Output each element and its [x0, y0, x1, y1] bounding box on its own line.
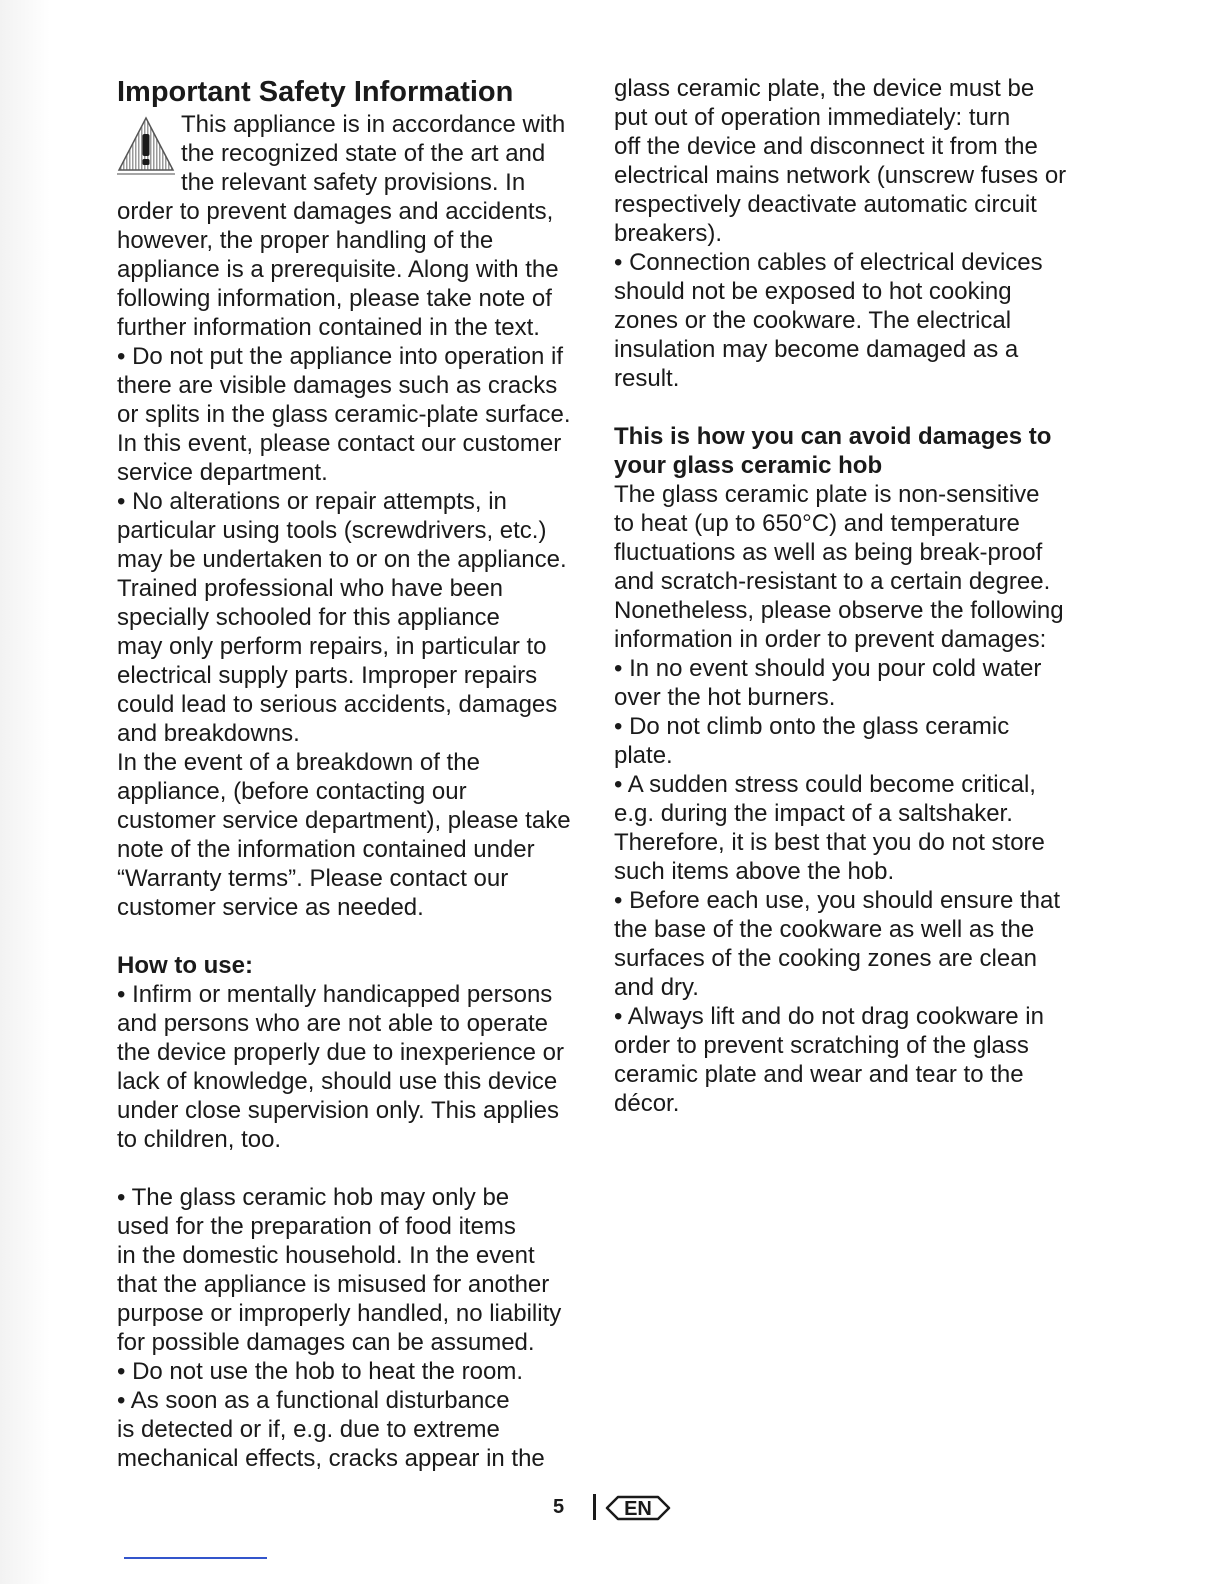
text-line: décor. [614, 1090, 680, 1117]
text-line: or splits in the glass ceramic-plate surface. [117, 401, 571, 428]
text-line: ceramic plate and wear and tear to the [614, 1061, 1024, 1088]
text-line: the base of the cookware as well as the [614, 916, 1035, 943]
text-line: • Always lift and do not drag cookware in [614, 1003, 1044, 1030]
text-line: service department. [117, 459, 328, 486]
text-line: zones or the cookware. The electrical [614, 307, 1012, 334]
text-line: under close supervision only. This applies [117, 1097, 560, 1124]
text-line: for possible damages can be assumed. [117, 1329, 535, 1356]
text-line: insulation may become damaged as a [614, 336, 1019, 363]
text-line: • Do not use the hob to heat the room. [117, 1358, 523, 1385]
text-line: “Warranty terms”. Please contact our [117, 865, 509, 892]
text-line: such items above the hob. [614, 858, 895, 885]
paragraph-gap [614, 393, 1084, 422]
language-code: EN [624, 1498, 652, 1520]
text-line: • Do not climb onto the glass ceramic [614, 713, 1010, 740]
text-line: information in order to prevent damages: [614, 626, 1047, 653]
text-line: Trained professional who have been [117, 575, 504, 602]
text-line: surfaces of the cooking zones are clean [614, 945, 1037, 972]
text-line: and breakdowns. [117, 720, 300, 747]
text-line: over the hot burners. [614, 684, 836, 711]
text-line: e.g. during the impact of a saltshaker. [614, 800, 1013, 827]
usage-rules-block [117, 1183, 587, 1473]
text-line: may be undertaken to or on the appliance. [117, 546, 567, 573]
text-line: is detected or if, e.g. due to extreme [117, 1416, 500, 1443]
text-line: • As soon as a functional disturbance [117, 1387, 510, 1414]
text-line: • No alterations or repair attempts, in [117, 488, 507, 515]
page-footer [0, 1494, 1224, 1524]
text-line: the device properly due to inexperience or [117, 1039, 564, 1066]
text-line: there are visible damages such as cracks [117, 372, 558, 399]
intro-line: the recognized state of the art and [181, 140, 546, 167]
paragraph-gap [117, 922, 587, 951]
text-line: electrical mains network (unscrew fuses or [614, 162, 1067, 189]
heading-line: your glass ceramic hob [614, 452, 883, 479]
text-line: Therefore, it is best that you do not store [614, 829, 1045, 856]
text-line: customer service as needed. [117, 894, 424, 921]
text-line: further information contained in the text. [117, 314, 540, 341]
text-line: appliance is a prerequisite. Along with the [117, 256, 559, 283]
text-line: specially schooled for this appliance [117, 604, 500, 631]
text-line: electrical supply parts. Improper repairs [117, 662, 538, 689]
text-line: In the event of a breakdown of the [117, 749, 480, 776]
text-line: • In no event should you pour cold water [614, 655, 1042, 682]
paragraph-gap [117, 1154, 587, 1183]
intro-paragraph [117, 110, 587, 197]
text-line: and dry. [614, 974, 699, 1001]
text-line: put out of operation immediately: turn [614, 104, 1011, 131]
text-line: • Before each use, you should ensure that [614, 887, 1061, 914]
page-number: 5 [553, 1496, 565, 1518]
text-line: purpose or improperly handled, no liability [117, 1300, 562, 1327]
scan-artifact-line [124, 1557, 267, 1559]
text-line: • Connection cables of electrical devices [614, 249, 1043, 276]
avoid-damages-block [614, 480, 1084, 1118]
intro-line: the relevant safety provisions. In [181, 169, 526, 196]
text-line: appliance, (before contacting our [117, 778, 467, 805]
intro-line: This appliance is in accordance with [181, 111, 566, 138]
text-line: off the device and disconnect it from the [614, 133, 1038, 160]
text-line: should not be exposed to hot cooking [614, 278, 1012, 305]
text-line: in the domestic household. In the event [117, 1242, 535, 1269]
text-line: mechanical effects, cracks appear in the [117, 1445, 545, 1472]
text-line: result. [614, 365, 680, 392]
avoid-damages-heading [614, 422, 1084, 480]
page-edge-shadow [0, 0, 50, 1584]
text-line: to children, too. [117, 1126, 282, 1153]
right-column [614, 74, 1084, 1118]
text-line: fluctuations as well as being break-proof [614, 539, 1043, 566]
text-line: plate. [614, 742, 673, 769]
heading-line: This is how you can avoid damages to [614, 423, 1052, 450]
text-line: that the appliance is misused for another [117, 1271, 550, 1298]
warning-triangle-icon [117, 116, 175, 176]
how-to-use-block [117, 980, 587, 1154]
how-to-use-heading: How to use: [117, 952, 253, 979]
language-badge-icon [604, 1494, 672, 1522]
text-line: Nonetheless, please observe the following [614, 597, 1064, 624]
text-line: The glass ceramic plate is non-sensitive [614, 481, 1040, 508]
text-line: used for the preparation of food items [117, 1213, 516, 1240]
text-line: glass ceramic plate, the device must be [614, 75, 1035, 102]
text-line: • The glass ceramic hob may only be [117, 1184, 510, 1211]
text-line: order to prevent scratching of the glass [614, 1032, 1029, 1059]
text-line: note of the information contained under [117, 836, 535, 863]
text-line: and scratch-resistant to a certain degree. [614, 568, 1051, 595]
text-line: respectively deactivate automatic circuit [614, 191, 1037, 218]
text-line: customer service department), please take [117, 807, 571, 834]
text-line: however, the proper handling of the [117, 227, 494, 254]
continued-text-block [614, 74, 1084, 393]
text-line: particular using tools (screwdrivers, etc.) [117, 517, 547, 544]
text-line: breakers). [614, 220, 723, 247]
text-line: could lead to serious accidents, damages [117, 691, 558, 718]
text-line: order to prevent damages and accidents, [117, 198, 554, 225]
footer-divider [593, 1494, 596, 1520]
left-column [117, 74, 587, 1473]
text-line: • A sudden stress could become critical, [614, 771, 1036, 798]
text-line: following information, please take note of [117, 285, 552, 312]
text-line: may only perform repairs, in particular to [117, 633, 547, 660]
safety-text-block [117, 197, 587, 922]
text-line: lack of knowledge, should use this device [117, 1068, 558, 1095]
page-title: Important Safety Information [117, 76, 514, 108]
text-line: • Infirm or mentally handicapped persons [117, 981, 553, 1008]
text-line: • Do not put the appliance into operation if [117, 343, 564, 370]
text-line: and persons who are not able to operate [117, 1010, 548, 1037]
text-line: to heat (up to 650°C) and temperature [614, 510, 1020, 537]
text-line: In this event, please contact our customer [117, 430, 562, 457]
